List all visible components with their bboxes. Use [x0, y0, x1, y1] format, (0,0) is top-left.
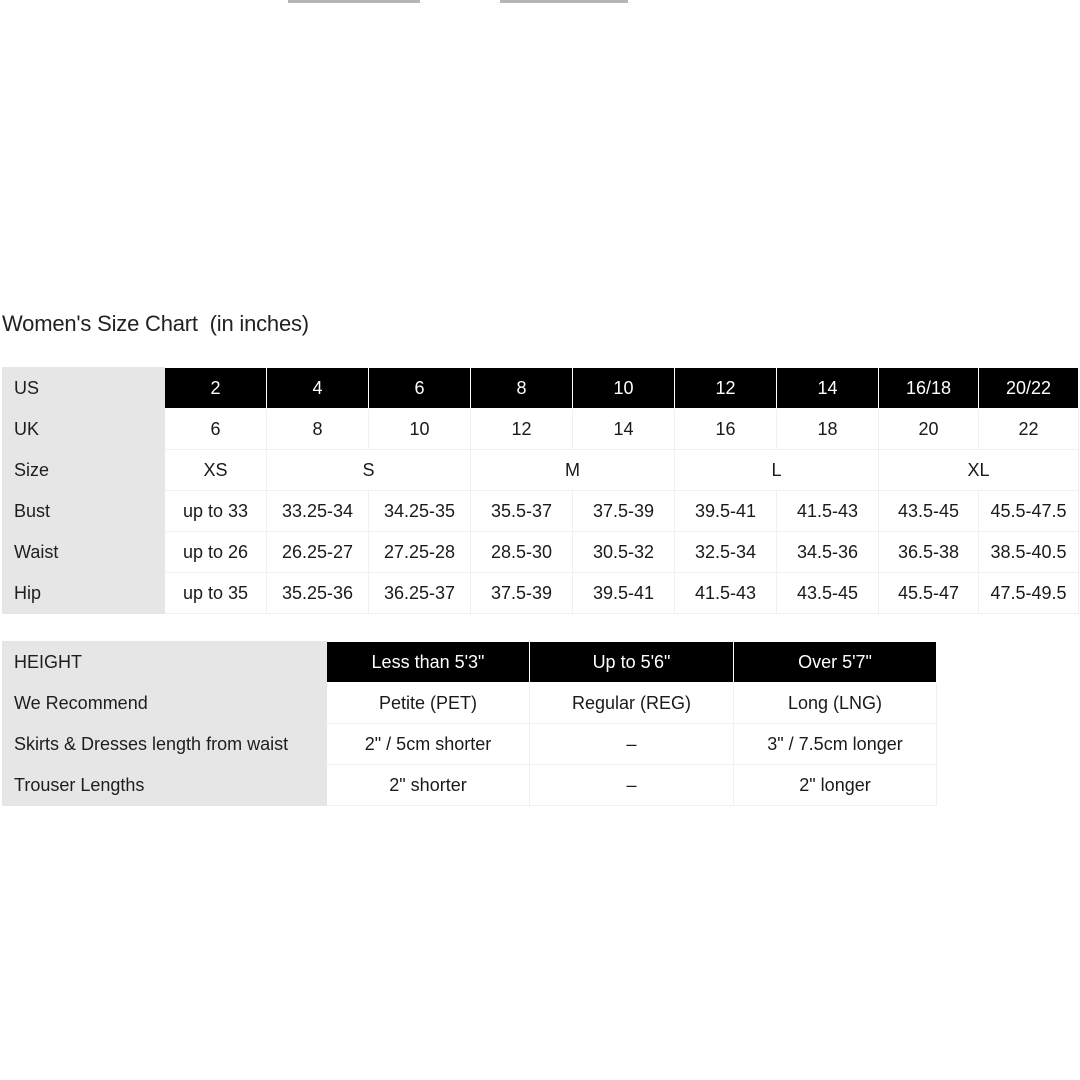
us-size-cell: 12	[675, 368, 777, 409]
row-label-uk: UK	[3, 409, 165, 450]
recommend-cell: Long (LNG)	[734, 683, 937, 724]
row-label-height: HEIGHT	[3, 642, 327, 683]
bust-cell: 33.25-34	[267, 491, 369, 532]
height-range-cell: Over 5'7"	[734, 642, 937, 683]
hip-cell: 39.5-41	[573, 573, 675, 614]
recommend-cell: Petite (PET)	[327, 683, 530, 724]
us-size-cell: 8	[471, 368, 573, 409]
hip-cell: up to 35	[165, 573, 267, 614]
uk-size-cell: 18	[777, 409, 879, 450]
waist-cell: 36.5-38	[879, 532, 979, 573]
row-label-bust: Bust	[3, 491, 165, 532]
size-table	[2, 367, 1079, 614]
waist-cell: 27.25-28	[369, 532, 471, 573]
us-size-cell: 2	[165, 368, 267, 409]
height-table	[2, 641, 937, 806]
us-size-cell: 4	[267, 368, 369, 409]
uk-size-cell: 12	[471, 409, 573, 450]
bust-cell: up to 33	[165, 491, 267, 532]
row-label-recommend: We Recommend	[3, 683, 327, 724]
row-label-skirts-dresses: Skirts & Dresses length from waist	[3, 724, 327, 765]
height-range-cell: Less than 5'3"	[327, 642, 530, 683]
us-size-cell: 6	[369, 368, 471, 409]
top-divider-left	[288, 0, 420, 3]
bust-cell: 39.5-41	[675, 491, 777, 532]
bust-cell: 34.25-35	[369, 491, 471, 532]
uk-size-cell: 20	[879, 409, 979, 450]
trouser-length-cell: 2" shorter	[327, 765, 530, 806]
bust-cell: 43.5-45	[879, 491, 979, 532]
uk-size-cell: 10	[369, 409, 471, 450]
size-chart-title: Women's Size Chart (in inches)	[2, 311, 309, 336]
hip-cell: 41.5-43	[675, 573, 777, 614]
recommend-row	[3, 683, 937, 724]
recommend-cell: Regular (REG)	[530, 683, 734, 724]
hip-cell: 43.5-45	[777, 573, 879, 614]
uk-size-cell: 6	[165, 409, 267, 450]
trouser-length-cell: 2" longer	[734, 765, 937, 806]
row-label-us: US	[3, 368, 165, 409]
hip-row	[3, 573, 1079, 614]
hip-cell: 36.25-37	[369, 573, 471, 614]
bust-cell: 37.5-39	[573, 491, 675, 532]
waist-cell: 28.5-30	[471, 532, 573, 573]
height-range-cell: Up to 5'6"	[530, 642, 734, 683]
us-size-cell: 16/18	[879, 368, 979, 409]
bust-row	[3, 491, 1079, 532]
us-size-row	[3, 368, 1079, 409]
waist-row	[3, 532, 1079, 573]
uk-size-cell: 22	[979, 409, 1079, 450]
uk-size-cell: 14	[573, 409, 675, 450]
height-row	[3, 642, 937, 683]
skirts-dresses-row	[3, 724, 937, 765]
waist-cell: 30.5-32	[573, 532, 675, 573]
us-size-cell: 20/22	[979, 368, 1079, 409]
uk-size-cell: 8	[267, 409, 369, 450]
us-size-cell: 14	[777, 368, 879, 409]
waist-cell: up to 26	[165, 532, 267, 573]
size-letter-row	[3, 450, 1079, 491]
trouser-length-cell: –	[530, 765, 734, 806]
trouser-lengths-row	[3, 765, 937, 806]
hip-cell: 45.5-47	[879, 573, 979, 614]
bust-cell: 45.5-47.5	[979, 491, 1079, 532]
size-group-m: M	[471, 450, 675, 491]
waist-cell: 34.5-36	[777, 532, 879, 573]
size-group-s: S	[267, 450, 471, 491]
hip-cell: 37.5-39	[471, 573, 573, 614]
bust-cell: 35.5-37	[471, 491, 573, 532]
skirts-dresses-cell: –	[530, 724, 734, 765]
row-label-waist: Waist	[3, 532, 165, 573]
row-label-size: Size	[3, 450, 165, 491]
hip-cell: 47.5-49.5	[979, 573, 1079, 614]
skirts-dresses-cell: 3" / 7.5cm longer	[734, 724, 937, 765]
bust-cell: 41.5-43	[777, 491, 879, 532]
waist-cell: 38.5-40.5	[979, 532, 1079, 573]
size-group-xl: XL	[879, 450, 1079, 491]
hip-cell: 35.25-36	[267, 573, 369, 614]
size-group-l: L	[675, 450, 879, 491]
waist-cell: 32.5-34	[675, 532, 777, 573]
size-group-xs: XS	[165, 450, 267, 491]
row-label-trouser-lengths: Trouser Lengths	[3, 765, 327, 806]
us-size-cell: 10	[573, 368, 675, 409]
top-divider-right	[500, 0, 628, 3]
uk-size-cell: 16	[675, 409, 777, 450]
waist-cell: 26.25-27	[267, 532, 369, 573]
skirts-dresses-cell: 2" / 5cm shorter	[327, 724, 530, 765]
row-label-hip: Hip	[3, 573, 165, 614]
uk-size-row	[3, 409, 1079, 450]
